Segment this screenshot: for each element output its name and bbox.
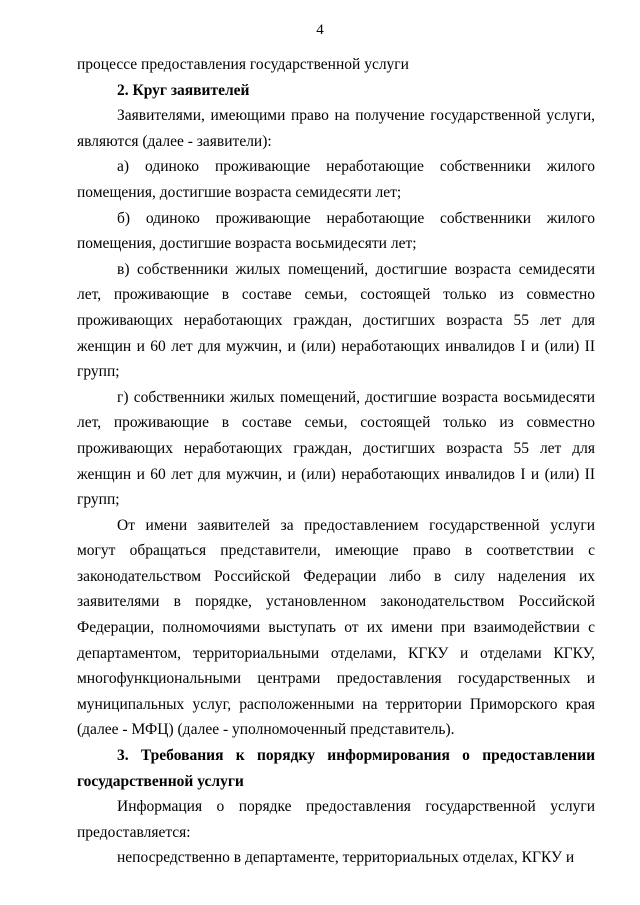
paragraph-information-provided: Информация о порядке предоставления государственной услуги предоставляется: xyxy=(77,798,595,841)
list-item-a: а) одиноко проживающие неработающие собственники жилого помещения, достигшие возраста семидесяти лет; xyxy=(77,158,595,201)
page-number: 4 xyxy=(316,22,324,38)
paragraph-representatives: От имени заявителей за предоставлением государственной услуги могут обращаться представители, имеющие право в соответствии с законодательством Российской Федерации либо в силу наделения их заявителями в порядке, установленном законодательством Российской Федерации, полномочиями выступать от их имени при взаимодействии с департаментом, территориальными отделами, КГКУ и отделами КГКУ, многофункциональными центрами предоставления государственных и муниципальных услуг, расположенными на территории Приморского края (далее - МФЦ) (далее - уполномоченный представитель). xyxy=(77,516,595,739)
paragraph-continuation: процессе предоставления государственной услуги xyxy=(77,56,409,73)
section-heading-applicants: 2. Круг заявителей xyxy=(117,81,250,99)
section-heading-information-requirements: 3. Требования к порядку информирования о предоставлении государственной услуги xyxy=(77,747,595,790)
list-item-v: в) собственники жилых помещений, достигшие возраста семидесяти лет, проживающие в составе семьи, состоящей только из совместно проживающих неработающих граждан, достигших возраста 55 лет для женщин и 60 лет для мужчин, и (или) неработающих инвалидов I и (или) II групп; xyxy=(77,260,595,381)
paragraph-applicants-definition: Заявителями, имеющими право на получение государственной услуги, являются (далее - заявители): xyxy=(77,107,595,150)
document-body xyxy=(77,52,595,871)
list-item-b: б) одиноко проживающие неработающие собственники жилого помещения, достигшие возраста восьмидесяти лет; xyxy=(77,209,595,253)
paragraph-directly-in-department: непосредственно в департаменте, территориальных отделах, КГКУ и xyxy=(117,849,575,867)
list-item-g: г) собственники жилых помещений, достигшие возраста восьмидесяти лет, проживающие в составе семьи, состоящей только из совместно проживающих неработающих граждан, достигших возраста 55 лет для женщин и 60 лет для мужчин, и (или) неработающих инвалидов I и (или) II групп; xyxy=(77,388,595,509)
